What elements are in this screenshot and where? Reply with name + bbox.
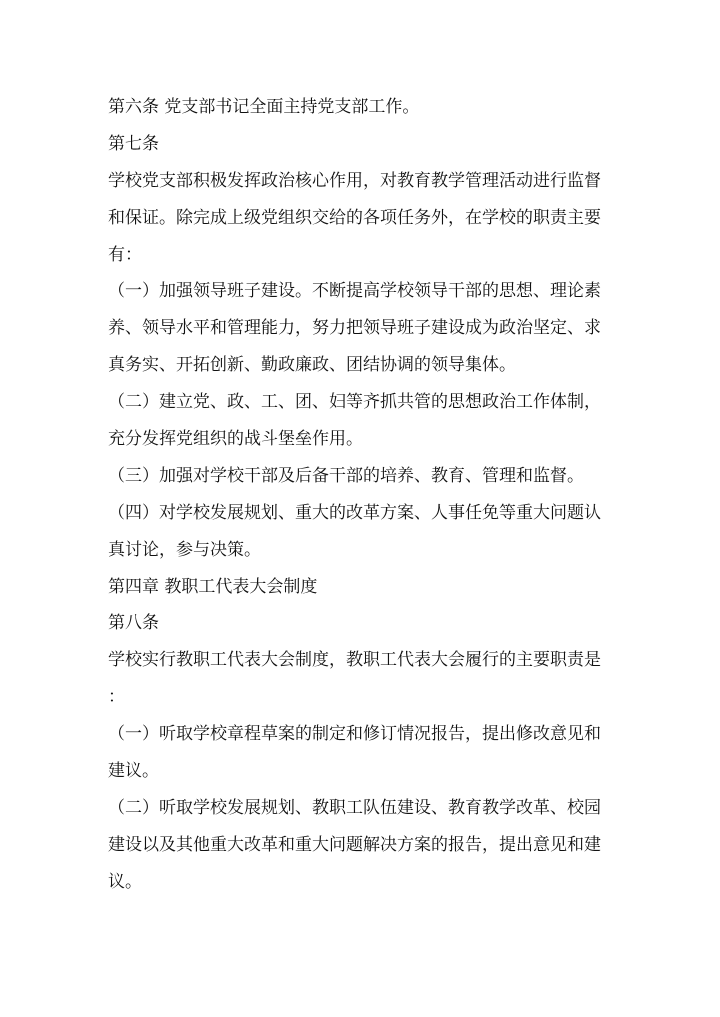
list-item-2-line: （二）听取学校发展规划、教职工队伍建设、教育教学改革、校园 xyxy=(108,797,601,818)
list-item-4-line: 真讨论，参与决策。 xyxy=(108,539,261,560)
list-item-1-line: （一）加强领导班子建设。不断提高学校领导干部的思想、理论素 xyxy=(108,281,601,302)
list-item-2-line: 建设以及其他重大改革和重大问题解决方案的报告，提出意见和建 xyxy=(108,834,601,855)
document-body xyxy=(108,89,608,901)
paragraph-line: 和保证。除完成上级党组织交给的各项任务外，在学校的职责主要 xyxy=(108,207,601,228)
list-item-2-line: 充分发挥党组织的战斗堡垒作用。 xyxy=(108,429,363,450)
paragraph-line: 学校实行教职工代表大会制度，教职工代表大会履行的主要职责是 xyxy=(108,650,601,671)
paragraph-line: 有： xyxy=(108,244,142,265)
list-item-1-line: 建议。 xyxy=(108,761,159,782)
paragraph-line: ： xyxy=(108,687,125,708)
list-item-3-line: （三）加强对学校干部及后备干部的培养、教育、管理和监督。 xyxy=(108,465,584,486)
list-item-2-line: （二）建立党、政、工、团、妇等齐抓共管的思想政治工作体制， xyxy=(108,392,601,413)
paragraph-line: 学校党支部积极发挥政治核心作用，对教育教学管理活动进行监督 xyxy=(108,170,601,191)
article-7-heading: 第七条 xyxy=(108,133,159,154)
chapter-4-heading: 第四章 教职工代表大会制度 xyxy=(108,576,318,597)
article-6-text: 第六条 党支部书记全面主持党支部工作。 xyxy=(108,97,420,117)
list-item-1-line: 真务实、开拓创新、勤政廉政、团结协调的领导集体。 xyxy=(108,355,516,376)
article-8-heading: 第八条 xyxy=(108,613,159,634)
list-item-1-line: （一）听取学校章程草案的制定和修订情况报告，提出修改意见和 xyxy=(108,724,601,745)
list-item-2-line: 议。 xyxy=(108,871,142,892)
list-item-4-line: （四）对学校发展规划、重大的改革方案、人事任免等重大问题认 xyxy=(108,502,601,523)
list-item-1-line: 养、领导水平和管理能力，努力把领导班子建设成为政治坚定、求 xyxy=(108,318,601,339)
